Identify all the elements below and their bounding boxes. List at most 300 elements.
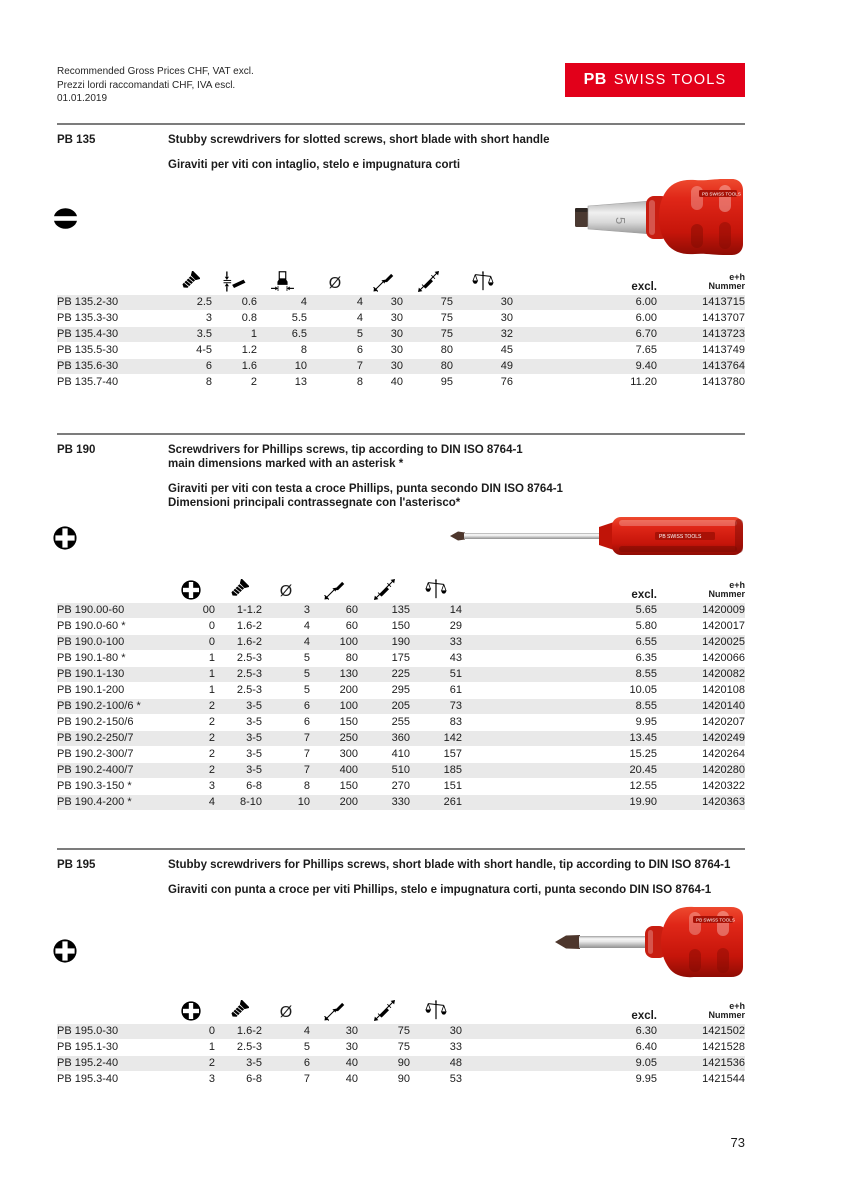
table-row: [57, 746, 745, 762]
spec-value: 4: [303, 635, 310, 648]
spec-value: 75: [440, 295, 453, 308]
pb195-spec-table: [57, 989, 745, 1088]
phillips-size-column: [167, 568, 215, 603]
table-row: [57, 634, 745, 650]
spec-value: 0.8: [241, 311, 257, 324]
eh-number: 1420066: [702, 651, 745, 664]
spec-value: 30: [500, 311, 513, 324]
eh-number: 1413764: [702, 359, 745, 372]
spec-value: 75: [440, 327, 453, 340]
section-header: [57, 125, 745, 172]
spacer-cell: [513, 358, 560, 374]
screw-icon: [228, 1000, 249, 1021]
page-number: 73: [730, 1134, 745, 1150]
logo-pb-mark: PB: [583, 71, 607, 88]
article-number: PB 190.1-200: [57, 683, 125, 696]
spec-value: 10: [297, 795, 310, 808]
spec-value: 261: [443, 795, 462, 808]
total-length-icon: [374, 1000, 395, 1021]
spec-table-header: [57, 568, 745, 603]
article-number: PB 135.5-30: [57, 343, 119, 356]
eh-number: 1421528: [702, 1040, 745, 1053]
section-header: [57, 435, 745, 510]
table-row: [57, 618, 745, 634]
table-row: [57, 666, 745, 682]
eh-number: 1421536: [702, 1056, 745, 1069]
spec-value: 2.5: [196, 295, 212, 308]
diameter-icon: Ø: [328, 274, 342, 292]
spec-value: 2: [208, 1056, 215, 1069]
price-excl: 5.65: [635, 603, 657, 616]
spec-value: 8: [303, 779, 310, 792]
spec-value: 300: [339, 747, 358, 760]
spec-value: 6: [205, 359, 212, 372]
spec-value: 100: [339, 635, 358, 648]
section-title-en: Screwdrivers for Phillips screws, tip according to DIN ISO 8764-1: [168, 443, 523, 456]
section-title-it: Giraviti per viti con intaglio, stelo e impugnatura corti: [168, 158, 461, 171]
table-row: [57, 762, 745, 778]
spacer-cell: [462, 1071, 560, 1087]
product-label: PB SWISS TOOLS: [659, 533, 702, 540]
price-excl: 5.80: [635, 619, 657, 632]
spec-value: 151: [443, 779, 462, 792]
total-length-column: [358, 989, 410, 1024]
table-row: [57, 295, 745, 311]
section-code: PB 135: [57, 133, 96, 146]
spec-value: 5: [303, 683, 310, 696]
spec-value: 4: [303, 1024, 310, 1037]
eh-number: 1420280: [702, 763, 745, 776]
eh-number: 1420249: [702, 731, 745, 744]
spec-value: 33: [449, 635, 462, 648]
spec-value: 3: [205, 311, 212, 324]
section-title-en: Stubby screwdrivers for slotted screws, short blade with short handle: [168, 133, 550, 146]
spec-value: 330: [391, 795, 410, 808]
spec-value: 150: [339, 779, 358, 792]
spec-value: 14: [449, 603, 462, 616]
spec-value: 53: [449, 1072, 462, 1085]
spacer-cell: [462, 1055, 560, 1071]
eh-number: 1420322: [702, 779, 745, 792]
spacer-cell: [462, 698, 560, 714]
section-title-it: Giraviti con punta a croce per viti Phillips, stelo e impugnatura corti, punta secondo DIN ISO 8764-1: [168, 883, 712, 896]
spec-value: 157: [443, 747, 462, 760]
spec-value: 6: [303, 1056, 310, 1069]
spec-value: 7: [356, 359, 363, 372]
table-row: [57, 650, 745, 666]
price-excl: 9.40: [635, 359, 657, 372]
diameter-icon: Ø: [279, 582, 293, 600]
weight-column: [453, 260, 513, 295]
section-titles: [168, 133, 745, 172]
price-excl: 11.20: [630, 375, 657, 388]
section-header: [57, 850, 745, 897]
eh-label-line1: e+h: [729, 1000, 745, 1011]
spec-value: 83: [449, 715, 462, 728]
product-photo-stubby-slotted-screwdriver: [573, 177, 745, 257]
spec-value: 8-10: [239, 795, 262, 808]
spec-value: 1: [208, 1040, 215, 1053]
spec-value: 90: [397, 1056, 410, 1069]
spec-value: 76: [500, 375, 513, 388]
screw-size-column: [215, 989, 262, 1024]
diameter-icon: Ø: [279, 1003, 293, 1021]
spacer-cell: [462, 1024, 560, 1040]
spec-value: 6-8: [246, 779, 262, 792]
eh-number: 1413707: [702, 311, 745, 324]
price-excl: 8.55: [635, 699, 657, 712]
spec-value: 410: [391, 747, 410, 760]
note-line: Prezzi lordi raccomandati CHF, IVA escl.: [57, 79, 236, 91]
spec-value: 2: [208, 731, 215, 744]
spacer-cell: [462, 603, 560, 619]
spec-value: 13: [294, 375, 307, 388]
phillips-size-icon: [181, 1001, 201, 1021]
eh-number: 1421502: [702, 1024, 745, 1037]
section-title-en: Stubby screwdrivers for Phillips screws, short blade with short handle, tip according to DIN ISO 8764-1: [168, 858, 731, 871]
spacer-column: [462, 989, 560, 1024]
spec-value: 100: [339, 699, 358, 712]
article-column-header: [57, 568, 167, 603]
spec-value: 200: [339, 795, 358, 808]
spec-value: 30: [500, 295, 513, 308]
spec-value: 130: [339, 667, 358, 680]
spacer-cell: [462, 618, 560, 634]
spacer-cell: [462, 1039, 560, 1055]
eh-label-line1: e+h: [729, 579, 745, 590]
spec-value: 32: [500, 327, 513, 340]
spec-value: 4: [208, 795, 215, 808]
article-number: PB 195.1-30: [57, 1040, 119, 1053]
spec-value: 205: [391, 699, 410, 712]
eh-number: 1420108: [702, 683, 745, 696]
weight-icon: [425, 578, 447, 600]
spec-value: 43: [449, 651, 462, 664]
spacer-cell: [462, 666, 560, 682]
article-number: PB 135.3-30: [57, 311, 119, 324]
weight-icon: [472, 270, 494, 292]
price-excl: 9.95: [635, 1072, 657, 1085]
spec-value: 250: [339, 731, 358, 744]
table-row: [57, 1071, 745, 1087]
price-excl: 8.55: [635, 667, 657, 680]
weight-icon: [425, 999, 447, 1021]
spec-value: 2.5-3: [236, 1040, 262, 1053]
price-excl: 6.35: [635, 651, 657, 664]
article-number: PB 190.3-150 *: [57, 779, 132, 792]
price-excl: 10.05: [629, 683, 657, 696]
tip-length-icon: [324, 579, 345, 600]
spec-value: 150: [339, 715, 358, 728]
spec-value: 30: [390, 327, 403, 340]
spec-value: 2: [208, 747, 215, 760]
spec-value: 30: [345, 1040, 358, 1053]
spec-value: 8: [356, 375, 363, 388]
price-excl: 13.45: [629, 731, 657, 744]
section-title-it: Dimensioni principali contrassegnate con l'asterisco*: [168, 496, 461, 509]
spec-value: 80: [440, 343, 453, 356]
section-titles: [168, 443, 745, 510]
spec-value: 1: [208, 683, 215, 696]
spec-value: 40: [390, 375, 403, 388]
spec-value: 0: [208, 619, 215, 632]
price-excl: 6.30: [635, 1024, 657, 1037]
spacer-cell: [462, 714, 560, 730]
price-excl: 6.00: [635, 311, 657, 324]
spec-value: 30: [449, 1024, 462, 1037]
eh-number: 1421544: [702, 1072, 745, 1085]
spec-value: 3-5: [246, 1056, 262, 1069]
spec-value: 10: [294, 359, 307, 372]
eh-label-line2: Nummer: [708, 281, 745, 291]
product-label: PB SWISS TOOLS: [696, 917, 735, 922]
price-date: 01.01.2019: [57, 93, 108, 104]
blade-width-icon: [271, 271, 294, 292]
spec-value: 5: [303, 1040, 310, 1053]
eh-label: [657, 568, 745, 603]
phillips-screw-icon: [53, 526, 77, 550]
tip-length-column: [310, 989, 358, 1024]
eh-number: 1420264: [702, 747, 745, 760]
spec-value: 255: [391, 715, 410, 728]
phillips-size-icon: [181, 580, 201, 600]
spacer-cell: [513, 326, 560, 342]
excl-label: excl.: [631, 1009, 657, 1022]
section-illustration-area: [57, 897, 745, 989]
weight-column: [410, 989, 462, 1024]
article-number: PB 190.2-300/7: [57, 747, 134, 760]
eh-number: 1420363: [702, 795, 745, 808]
spec-value: 1.6: [241, 359, 257, 372]
spec-value: 6: [303, 715, 310, 728]
spec-value: 1.6-2: [236, 619, 262, 632]
section-title-en: main dimensions marked with an asterisk *: [168, 457, 404, 470]
product-photo-stubby-phillips-screwdriver: [553, 905, 745, 979]
spec-value: 30: [390, 343, 403, 356]
spec-value: 49: [500, 359, 513, 372]
excl-label: excl.: [631, 588, 657, 601]
spec-value: 270: [391, 779, 410, 792]
logo-wordmark: SWISS TOOLS: [613, 72, 727, 88]
price-excl: 9.05: [635, 1056, 657, 1069]
spec-value: 00: [202, 603, 215, 616]
eh-label-line2: Nummer: [708, 589, 745, 599]
price-excl: 6.55: [635, 635, 657, 648]
eh-number: 1413749: [702, 343, 745, 356]
eh-label: [657, 260, 745, 295]
article-number: PB 190.2-400/7: [57, 763, 134, 776]
price-excl: 7.65: [635, 343, 657, 356]
spec-value: 30: [390, 359, 403, 372]
spec-value: 2.5-3: [236, 667, 262, 680]
price-excl: 6.70: [635, 327, 657, 340]
price-excl: 19.90: [629, 795, 657, 808]
product-label: PB SWISS TOOLS: [702, 191, 741, 196]
total-length-icon: [418, 271, 439, 292]
spec-value: 6: [303, 699, 310, 712]
article-number: PB 195.2-40: [57, 1056, 119, 1069]
spec-value: 5: [303, 667, 310, 680]
spacer-cell: [462, 682, 560, 698]
article-number: PB 190.2-100/6 *: [57, 699, 141, 712]
spec-value: 135: [391, 603, 410, 616]
blade-thickness-icon: [223, 271, 246, 292]
spec-value: 2.5-3: [236, 651, 262, 664]
section-pb195: [57, 848, 745, 1088]
spec-value: 75: [397, 1024, 410, 1037]
table-row: [57, 778, 745, 794]
spec-value: 2.5-3: [236, 683, 262, 696]
section-title-it: Giraviti per viti con testa a croce Phillips, punta secondo DIN ISO 8764-1: [168, 482, 563, 495]
spec-value: 190: [391, 635, 410, 648]
table-row: [57, 342, 745, 358]
spec-value: 60: [345, 603, 358, 616]
eh-number: 1413780: [702, 375, 745, 388]
spec-value: 48: [449, 1056, 462, 1069]
eh-number: 1420017: [702, 619, 745, 632]
article-number: PB 190.4-200 *: [57, 795, 132, 808]
price-excl: 20.45: [629, 763, 657, 776]
phillips-screw-icon: [53, 939, 77, 963]
section-titles: [168, 858, 745, 897]
eh-number: 1420082: [702, 667, 745, 680]
spec-value: 4: [356, 295, 363, 308]
spec-value: 6: [356, 343, 363, 356]
price-excl: 9.95: [635, 715, 657, 728]
tip-length-icon: [324, 1000, 345, 1021]
spec-value: 2: [208, 699, 215, 712]
spacer-cell: [513, 342, 560, 358]
total-length-column: [358, 568, 410, 603]
spec-value: 1: [250, 327, 257, 340]
spec-value: 80: [440, 359, 453, 372]
table-row: [57, 1039, 745, 1055]
eh-number: 1420009: [702, 603, 745, 616]
spec-value: 360: [391, 731, 410, 744]
article-number: PB 135.4-30: [57, 327, 119, 340]
price-excl: 12.55: [629, 779, 657, 792]
table-row: [57, 1024, 745, 1040]
pb190-spec-table: [57, 568, 745, 811]
spec-value: 150: [391, 619, 410, 632]
spec-value: 0: [208, 1024, 215, 1037]
spec-table-header: [57, 989, 745, 1024]
section-illustration-area: [57, 510, 745, 568]
spec-value: 3-5: [246, 731, 262, 744]
tip-length-column: [310, 568, 358, 603]
spec-value: 1: [208, 667, 215, 680]
article-number: PB 190.0-60 *: [57, 619, 126, 632]
spec-value: 4: [300, 295, 307, 308]
section-illustration-area: [57, 172, 745, 260]
spacer-cell: [462, 746, 560, 762]
spec-value: 7: [303, 763, 310, 776]
spec-value: 8: [205, 375, 212, 388]
spec-value: 40: [345, 1072, 358, 1085]
note-line: Recommended Gross Prices CHF, VAT excl.: [57, 66, 254, 77]
article-number: PB 190.1-80 *: [57, 651, 126, 664]
section-pb190: [57, 433, 745, 811]
blade-size-marking: 5: [613, 216, 628, 224]
table-row: [57, 1055, 745, 1071]
spec-value: 51: [449, 667, 462, 680]
article-number: PB 190.00-60: [57, 603, 125, 616]
eh-label-line2: Nummer: [708, 1010, 745, 1020]
article-number: PB 190.0-100: [57, 635, 125, 648]
phillips-size-column: [167, 989, 215, 1024]
eh-number: 1413715: [702, 295, 745, 308]
article-column-header: [57, 989, 167, 1024]
spec-value: 4: [303, 619, 310, 632]
spec-value: 510: [391, 763, 410, 776]
product-photo-phillips-screwdriver: [449, 510, 745, 562]
screw-size-column: [167, 260, 212, 295]
spec-value: 75: [397, 1040, 410, 1053]
spacer-cell: [462, 634, 560, 650]
spec-value: 5: [356, 327, 363, 340]
article-number: PB 135.2-30: [57, 295, 119, 308]
price-excl: 6.40: [635, 1040, 657, 1053]
table-row: [57, 310, 745, 326]
spec-value: 30: [390, 311, 403, 324]
spec-value: 1.2: [241, 343, 257, 356]
blade-width-column: [257, 260, 307, 295]
spec-value: 7: [303, 731, 310, 744]
spec-value: 1-1.2: [236, 603, 262, 616]
spec-value: 7: [303, 1072, 310, 1085]
spec-value: 5: [303, 651, 310, 664]
table-row: [57, 714, 745, 730]
spec-value: 75: [440, 311, 453, 324]
spec-value: 4-5: [196, 343, 212, 356]
article-number: PB 135.6-30: [57, 359, 119, 372]
spec-value: 175: [391, 651, 410, 664]
spacer-cell: [462, 762, 560, 778]
spec-value: 3: [208, 1072, 215, 1085]
spacer-column: [462, 568, 560, 603]
spec-value: 3-5: [246, 763, 262, 776]
spacer-cell: [513, 374, 560, 390]
spec-value: 3-5: [246, 715, 262, 728]
pb135-spec-table: [57, 260, 745, 391]
spacer-cell: [462, 778, 560, 794]
price-excl: 6.00: [635, 295, 657, 308]
article-number: PB 190.1-130: [57, 667, 125, 680]
spec-value: 30: [390, 295, 403, 308]
spec-value: 60: [345, 619, 358, 632]
article-number: PB 195.0-30: [57, 1024, 119, 1037]
article-number: PB 135.7-40: [57, 375, 119, 388]
spec-value: 5.5: [291, 311, 307, 324]
table-row: [57, 326, 745, 342]
section-code: PB 190: [57, 443, 96, 456]
spec-value: 295: [391, 683, 410, 696]
eh-number: 1413723: [702, 327, 745, 340]
spec-value: 142: [443, 731, 462, 744]
spec-value: 6.5: [291, 327, 307, 340]
tip-length-icon: [373, 271, 394, 292]
spec-value: 0: [208, 635, 215, 648]
spec-value: 8: [300, 343, 307, 356]
spec-value: 3-5: [246, 747, 262, 760]
eh-number: 1420025: [702, 635, 745, 648]
price-excl: 15.25: [629, 747, 657, 760]
spec-value: 40: [345, 1056, 358, 1069]
table-row: [57, 374, 745, 390]
eh-label: [657, 989, 745, 1024]
spec-value: 1.6-2: [236, 635, 262, 648]
spec-value: 200: [339, 683, 358, 696]
